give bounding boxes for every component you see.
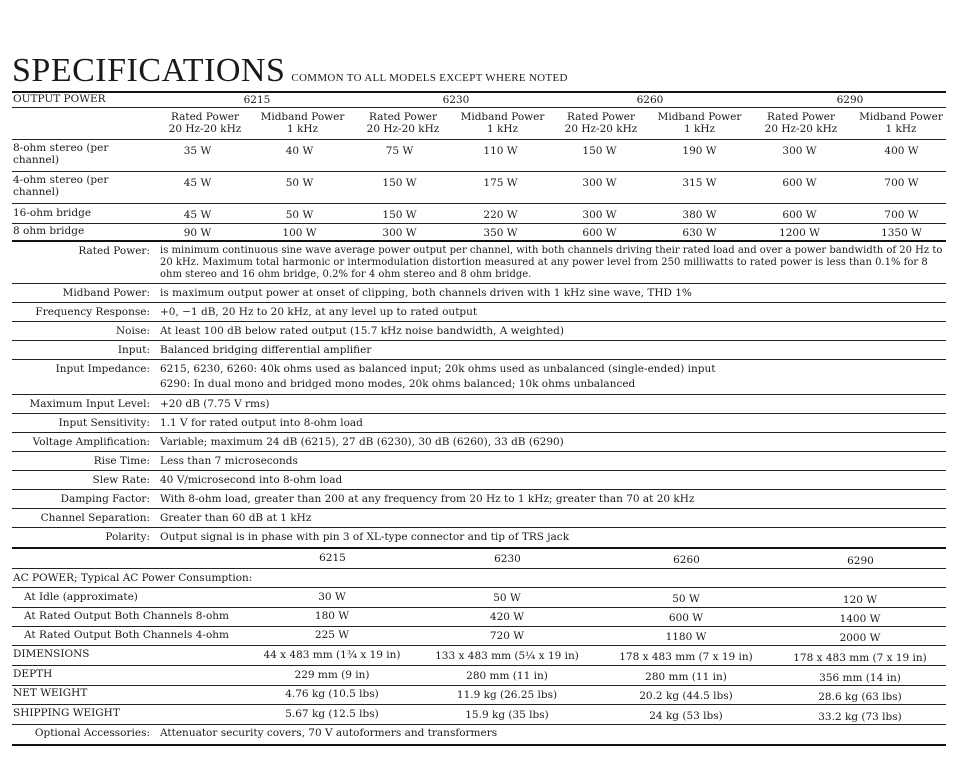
col-mid-2: Midband Power 1 kHz [460, 111, 545, 135]
model-6260-heading-2: 6260 [673, 554, 700, 566]
model-6230-heading: 6230 [442, 94, 470, 106]
table-cell: 225 W [314, 629, 350, 641]
table-cell: 1200 W [779, 227, 820, 239]
rule [12, 665, 946, 666]
model-6290-heading-2: 6290 [847, 555, 874, 567]
rule [12, 607, 946, 608]
row-label: DIMENSIONS [13, 648, 90, 660]
table-cell: 1400 W [839, 613, 881, 625]
table-cell: 50 W [285, 177, 314, 189]
table-cell: 356 mm (14 in) [819, 672, 901, 684]
spec-label: Frequency Response: [35, 306, 150, 318]
row-label: 8 ohm bridge [13, 225, 85, 237]
rule [12, 283, 946, 284]
rule [12, 645, 946, 646]
model-6290-heading: 6290 [836, 94, 864, 106]
spec-label: Polarity: [105, 531, 150, 543]
rule [12, 568, 946, 569]
spec-value: With 8-ohm load, greater than 200 at any frequency from 20 Hz to 1 kHz; greater than 70 at 20 kHz [160, 493, 695, 505]
row-label: 4-ohm stereo (per channel) [13, 174, 109, 198]
table-cell: 100 W [282, 227, 317, 239]
model-6260-heading: 6260 [636, 94, 664, 106]
table-cell: 45 W [183, 177, 212, 189]
output-power-label: OUTPUT POWER [13, 93, 106, 105]
table-cell: 11.9 kg (26.25 lbs) [456, 689, 558, 701]
rule [12, 724, 946, 725]
table-cell: 600 W [582, 227, 617, 239]
rule [12, 704, 946, 705]
table-cell: 720 W [489, 630, 525, 642]
spec-value: 6215, 6230, 6260: 40k ohms used as balanced input; 20k ohms used as unbalanced (single-ended) input [160, 363, 716, 375]
page-title: SPECIFICATIONS [12, 52, 286, 89]
rule [12, 302, 946, 303]
table-cell: 630 W [682, 227, 717, 239]
model-6215-heading-2: 6215 [319, 552, 346, 564]
spec-label: Noise: [115, 325, 150, 337]
table-cell: 4.76 kg (10.5 lbs) [285, 688, 379, 700]
spec-label: Maximum Input Level: [29, 398, 150, 410]
row-label: SHIPPING WEIGHT [13, 707, 120, 719]
table-cell: 315 W [682, 177, 717, 189]
page-subtitle: COMMON TO ALL MODELS EXCEPT WHERE NOTED [291, 72, 568, 84]
rule [12, 203, 946, 204]
rule [12, 171, 946, 172]
col-rated-4: Rated Power 20 Hz-20 kHz [764, 111, 838, 135]
table-cell: 380 W [682, 209, 717, 221]
table-cell: 5.67 kg (12.5 lbs) [285, 708, 379, 720]
table-cell: 300 W [582, 177, 617, 189]
row-label: At Idle (approximate) [24, 591, 138, 603]
model-6230-heading-2: 6230 [494, 553, 521, 565]
rule [12, 359, 946, 360]
table-cell: 50 W [672, 593, 700, 605]
spec-value: +0, −1 dB, 20 Hz to 20 kHz, at any level up to rated output [160, 306, 478, 318]
rule [12, 340, 946, 341]
rule [12, 139, 946, 140]
rule [12, 470, 946, 471]
table-cell: 50 W [285, 209, 314, 221]
spec-label: Voltage Amplification: [32, 436, 150, 448]
table-cell: 300 W [382, 227, 417, 239]
rule [12, 744, 946, 746]
ac-power-label: AC POWER; Typical AC Power Consumption: [13, 572, 253, 584]
table-cell: 45 W [183, 209, 212, 221]
row-label: 8-ohm stereo (per channel) [13, 142, 109, 166]
table-cell: 75 W [385, 145, 414, 157]
spec-value: is maximum output power at onset of clipping, both channels driven with 1 kHz sine wave, THD 1% [160, 287, 692, 299]
rule [12, 321, 946, 322]
spec-label: Rated Power: [78, 245, 150, 257]
spec-value: Variable; maximum 24 dB (6215), 27 dB (6230), 30 dB (6260), 33 dB (6290) [160, 436, 564, 448]
row-label: At Rated Output Both Channels 8-ohm [24, 610, 229, 622]
spec-value: +20 dB (7.75 V rms) [160, 398, 270, 410]
rule [12, 107, 946, 108]
table-cell: 600 W [782, 177, 817, 189]
rule [12, 685, 946, 686]
table-cell: 229 mm (9 in) [294, 669, 370, 681]
spec-value: Balanced bridging differential amplifier [160, 344, 372, 356]
spec-label: Rise Time: [93, 455, 150, 467]
spec-label: Damping Factor: [60, 493, 150, 505]
table-cell: 28.6 kg (63 lbs) [818, 691, 902, 703]
model-6215-heading: 6215 [243, 94, 271, 106]
spec-value: Attenuator security covers, 70 V autoformers and transformers [160, 727, 498, 739]
table-cell: 350 W [483, 227, 518, 239]
row-label: NET WEIGHT [13, 687, 88, 699]
table-cell: 300 W [582, 209, 617, 221]
table-cell: 120 W [842, 594, 878, 606]
spec-label: Channel Separation: [40, 512, 150, 524]
table-cell: 150 W [582, 145, 617, 157]
table-cell: 50 W [493, 592, 521, 604]
rule [12, 508, 946, 509]
spec-value: Output signal is in phase with pin 3 of XL-type connector and tip of TRS jack [160, 531, 570, 543]
table-cell: 2000 W [839, 632, 881, 644]
table-cell: 150 W [382, 177, 417, 189]
table-cell: 24 kg (53 lbs) [649, 710, 723, 722]
col-rated-2: Rated Power 20 Hz-20 kHz [366, 111, 440, 135]
rule [12, 587, 946, 588]
table-cell: 178 x 483 mm (7 x 19 in) [619, 651, 753, 663]
col-rated-3: Rated Power 20 Hz-20 kHz [564, 111, 638, 135]
table-cell: 15.9 kg (35 lbs) [465, 709, 549, 721]
col-mid-3: Midband Power 1 kHz [657, 111, 742, 135]
row-label: DEPTH [13, 668, 53, 680]
spec-label: Midband Power: [62, 287, 150, 299]
table-cell: 180 W [314, 610, 350, 622]
table-cell: 20.2 kg (44.5 lbs) [639, 690, 733, 702]
rule [12, 413, 946, 414]
col-mid-4: Midband Power 1 kHz [859, 111, 943, 135]
table-cell: 30 W [318, 591, 346, 603]
table-cell: 44 x 483 mm (1¾ x 19 in) [263, 649, 401, 661]
row-label: At Rated Output Both Channels 4-ohm [24, 629, 229, 641]
table-cell: 280 mm (11 in) [466, 670, 548, 682]
col-rated-1: Rated Power 20 Hz-20 kHz [168, 111, 242, 135]
table-cell: 110 W [483, 145, 518, 157]
table-cell: 150 W [382, 209, 417, 221]
table-cell: 420 W [489, 611, 525, 623]
table-cell: 700 W [884, 209, 919, 221]
table-cell: 190 W [682, 145, 717, 157]
spec-label: Input Sensitivity: [58, 417, 150, 429]
spec-value: Greater than 60 dB at 1 kHz [160, 512, 312, 524]
spec-value: At least 100 dB below rated output (15.7 kHz noise bandwidth, A weighted) [160, 325, 564, 337]
spec-value: 1.1 V for rated output into 8-ohm load [160, 417, 363, 429]
rule [12, 432, 946, 433]
spec-label: Slew Rate: [92, 474, 150, 486]
rule [12, 451, 946, 452]
spec-label: Input Impedance: [55, 363, 150, 375]
table-cell: 33.2 kg (73 lbs) [818, 711, 902, 723]
table-cell: 40 W [285, 145, 314, 157]
table-cell: 600 W [782, 209, 817, 221]
table-cell: 1350 W [881, 227, 922, 239]
page-heading [12, 52, 568, 90]
spec-label: Input: [117, 344, 150, 356]
table-cell: 220 W [483, 209, 518, 221]
rule [12, 240, 946, 242]
table-cell: 280 mm (11 in) [645, 671, 727, 683]
col-mid-1: Midband Power 1 kHz [260, 111, 345, 135]
spec-value: is minimum continuous sine wave average power output per channel, with both channels driving their rated load and over a power bandwidth of 20 Hz to 20 kHz. Maximum total harmonic or intermodulation distortion measured at any power level from 250 milliwatts to rated power is less than 0.1% for 8 ohm stereo and 16 ohm bridge, 0.2% for 4 ohm stereo and 8 ohm bridge. [160, 245, 943, 280]
spec-value: Less than 7 microseconds [160, 455, 298, 467]
table-cell: 700 W [884, 177, 919, 189]
table-cell: 300 W [782, 145, 817, 157]
row-label: 16-ohm bridge [13, 207, 92, 219]
table-cell: 133 x 483 mm (5¼ x 19 in) [435, 650, 579, 662]
rule [12, 91, 946, 93]
rule [12, 527, 946, 528]
rule [12, 394, 946, 395]
spec-label: Optional Accessories: [34, 727, 150, 739]
rule [12, 626, 946, 627]
rule [12, 489, 946, 490]
spec-value-line-2: 6290: In dual mono and bridged mono modes, 20k ohms balanced; 10k ohms unbalanced [160, 378, 636, 390]
table-cell: 175 W [483, 177, 518, 189]
table-cell: 600 W [668, 612, 704, 624]
rule [12, 223, 946, 224]
table-cell: 1180 W [665, 631, 707, 643]
spec-value: 40 V/microsecond into 8-ohm load [160, 474, 343, 486]
table-cell: 90 W [183, 227, 212, 239]
table-cell: 35 W [183, 145, 212, 157]
table-cell: 400 W [884, 145, 919, 157]
rule [12, 547, 946, 549]
table-cell: 178 x 483 mm (7 x 19 in) [793, 652, 927, 664]
